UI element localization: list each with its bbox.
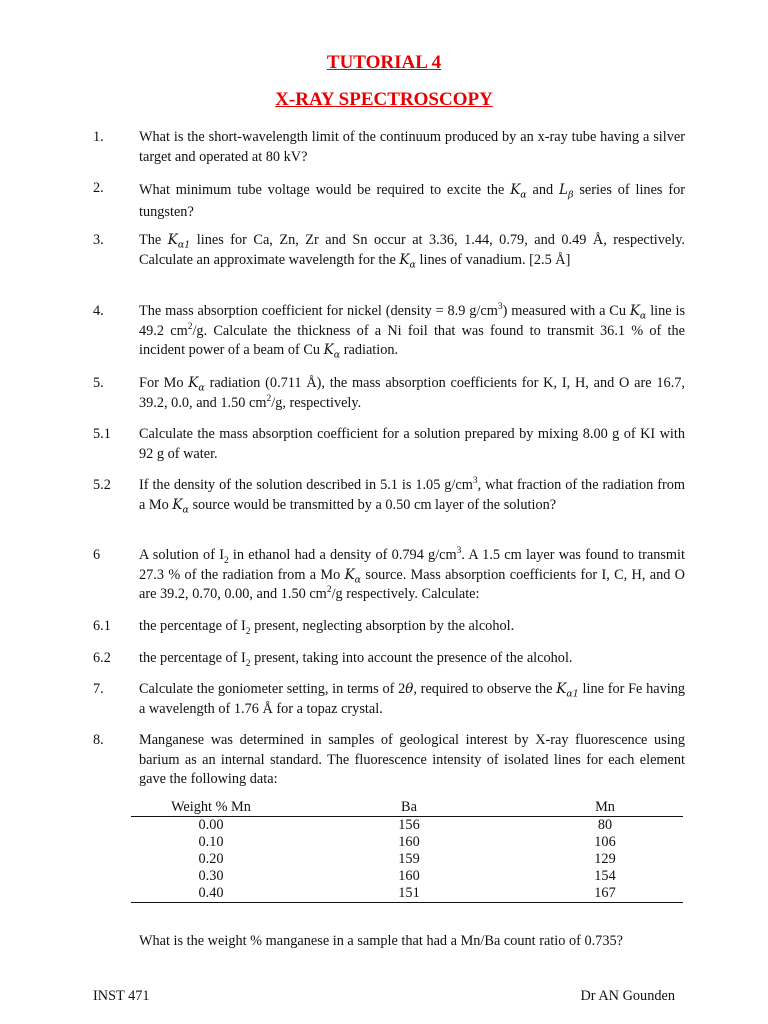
tutorial-subtitle: X-RAY SPECTROSCOPY	[275, 89, 493, 110]
question-number: 6.2	[93, 650, 111, 666]
column-header-mn: Mn	[527, 799, 683, 817]
question-text: the percentage of $I_2$ present, taking into account the presence of the alcohol.	[139, 650, 573, 669]
table-row	[131, 885, 683, 903]
question-number: 2.	[93, 180, 104, 196]
k-symbol: $K_\alpha$	[629, 303, 647, 322]
table-row	[131, 834, 683, 851]
question-number: 5.	[93, 375, 104, 391]
table-cell: 160	[398, 834, 420, 850]
table-cell: 0.40	[131, 885, 291, 903]
k-symbol: $K_\alpha$	[323, 342, 341, 361]
question-text: Manganese was determined in samples of geological interest by X-ray fluorescence using barium as an internal standard. The fluorescence intensity of isolated lines for each element gave the following data:	[139, 732, 685, 788]
question-number: 5.1	[93, 426, 111, 442]
table-cell: 129	[594, 851, 616, 867]
table-cell: 160	[398, 868, 420, 884]
k-symbol: $K_\alpha$	[188, 375, 205, 394]
table-header-row	[131, 799, 683, 817]
table-cell: 154	[594, 868, 616, 884]
table-row	[131, 868, 683, 885]
question-number: 8.	[93, 732, 104, 748]
column-header-ba: Ba	[291, 799, 527, 817]
question-text: the percentage of $I_2$ present, neglecting absorption by the alcohol.	[139, 618, 515, 637]
table-cell: 80	[597, 817, 613, 833]
table-cell: 156	[398, 817, 420, 833]
question-text: What is the short-wavelength limit of the continuum produced by an x-ray tube having a silver target and operated at 80 kV?	[139, 129, 685, 165]
table-cell: 167	[527, 885, 683, 903]
table-cell: 159	[398, 851, 420, 867]
question-number: 4.	[93, 303, 104, 319]
question-text: If the density of the solution described in 5.1 is 1.05 $g/cm^3$, what fraction of the radiation from a Mo $K_\alpha$ source would be transmitted by a 0.50 cm layer of the solution?	[139, 476, 685, 516]
question-number: 3.	[93, 232, 104, 248]
table-cell: 106	[594, 834, 616, 850]
fluorescence-data-table	[131, 799, 683, 903]
k-symbol: $K_\alpha$	[172, 496, 189, 516]
table-cell: 0.10	[198, 834, 224, 850]
question-text: For Mo $K_\alpha$ radiation (0.711 Å), the mass absorption coefficients for K, I, H, and O are 16.7, 39.2, 0.0, and 1.50 $cm^2/g$, respectively.	[139, 375, 685, 411]
question-text: The $K_{\alpha 1}$ lines for Ca, Zn, Zr and Sn occur at 3.36, 1.44, 0.79, and 0.49 Å, respectively. Calculate an approximate wavelength for the $K_\alpha$ lines of vanadium. [2.5 Å]	[139, 232, 685, 271]
question-number: 7.	[93, 681, 104, 697]
table-cell: 0.30	[198, 868, 224, 884]
l-symbol: $L_\beta$	[559, 182, 574, 201]
final-question: What is the weight % manganese in a sample that had a Mn/Ba count ratio of 0.735?	[139, 933, 623, 949]
question-text: A solution of $I_2$ in ethanol had a density of 0.794 $g/cm^3$. A 1.5 cm layer was found to transmit 27.3 % of the radiation from a Mo $K_\alpha$ source. Mass absorption coefficients for I, C, H, and O are 39.2, 0.70, 0.00, and 1.50 $cm^2/g$ respectively. Calculate:	[139, 546, 685, 603]
footer-course-code: INST 471	[93, 988, 150, 1004]
question-text: Calculate the mass absorption coefficient for a solution prepared by mixing 8.00 g of KI with 92 g of water.	[139, 426, 685, 462]
question-text: What minimum tube voltage would be required to excite the $K_\alpha$ and $L_\beta$ series of lines for tungsten?	[139, 182, 685, 220]
k-symbol: $K_\alpha$	[344, 566, 362, 586]
question-number: 6	[93, 547, 101, 563]
question-number: 1.	[93, 129, 104, 145]
tutorial-title: TUTORIAL 4	[326, 52, 442, 73]
table-row	[131, 817, 683, 835]
k-symbol: $K_\alpha$	[510, 182, 527, 201]
table-cell: 151	[291, 885, 527, 903]
theta-symbol: θ	[405, 681, 414, 697]
table-cell: 0.00	[198, 817, 224, 833]
column-header-weight: Weight % Mn	[131, 799, 291, 817]
footer-author: Dr AN Gounden	[580, 988, 675, 1004]
question-text: Calculate the goniometer setting, in terms of 2θ, required to observe the $K_{\alpha 1}$ line for Fe having a wavelength of 1.76 Å for a topaz crystal.	[139, 681, 686, 717]
table-cell: 0.20	[198, 851, 224, 867]
question-number: 5.2	[93, 477, 111, 493]
question-number: 6.1	[93, 618, 111, 634]
k-symbol: $K_\alpha$	[399, 251, 416, 271]
k-symbol: $K_{\alpha 1}$	[556, 681, 579, 700]
table-row	[131, 851, 683, 868]
question-text: The mass absorption coefficient for nickel (density = 8.9 $g/cm^3$) measured with a Cu $K_\alpha$ line is 49.2 $cm^2/g$. Calculate the thickness of a Ni foil that was found to transmit 36.1 % of the incident power of a beam of Cu $K_\alpha$ radiation.	[139, 302, 686, 361]
k-symbol: $K_{\alpha 1}$	[167, 232, 191, 251]
